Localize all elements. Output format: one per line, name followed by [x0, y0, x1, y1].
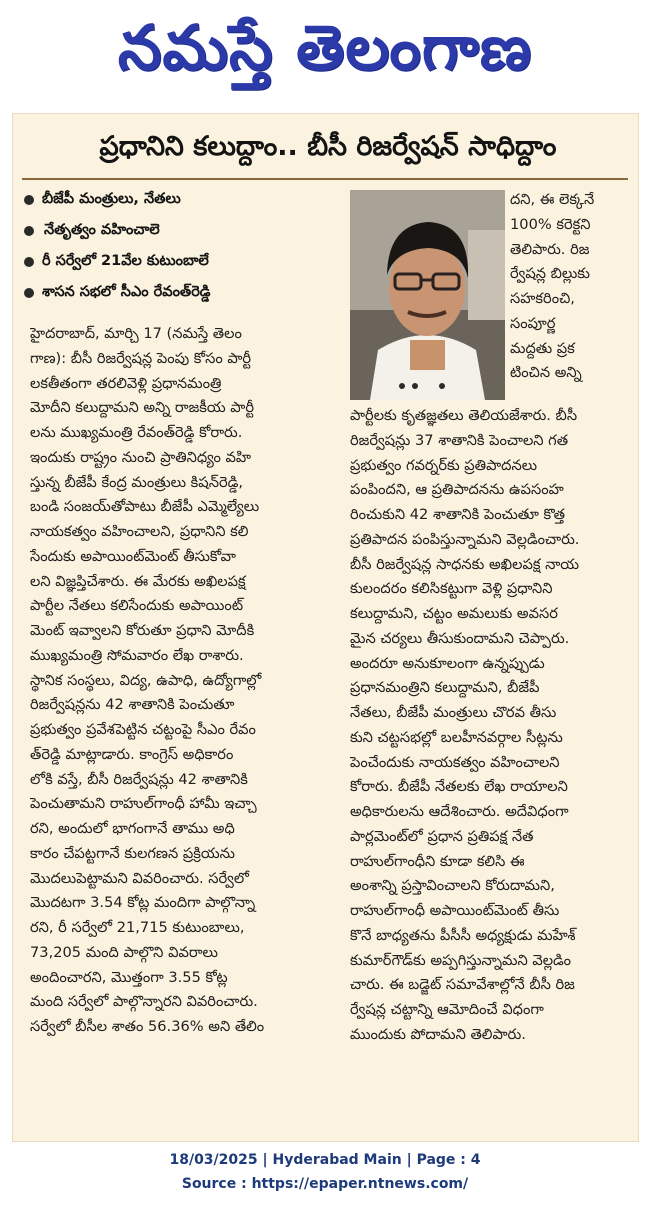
text-line: పెంచేందుకు నాయకత్వం వహించాలని: [350, 753, 560, 771]
chief-minister-photo: [350, 190, 505, 400]
text-line: 73,205 మంది పాల్గొని వివరాలు: [30, 943, 218, 961]
text-line: ముఖ్యమంత్రి సోమవారం లేఖ రాశారు.: [30, 646, 244, 664]
masthead: [0, 0, 650, 100]
edition-info: 18/03/2025 | Hyderabad Main | Page : 4: [169, 1152, 481, 1168]
text-line: రని, రీ సర్వేలో 21,715 కుటుంబాలు,: [30, 919, 245, 936]
bullet-item: బీజేపీ మంత్రులు, నేతలు: [22, 184, 342, 215]
highlight-bullets: [22, 184, 342, 308]
source-link[interactable]: Source : https://epaper.ntnews.com/: [181, 1176, 469, 1192]
text-line: హైదరాబాద్, మార్చి 17 (నమస్తే తెలం: [30, 325, 242, 342]
text-line: మోదీని కలుద్దామని అన్ని రాజకీయ పార్టీ: [30, 399, 254, 417]
text-line: మద్దతు ప్రక: [510, 339, 575, 357]
bullet-item: శాసన సభలో సీఎం రేవంత్‌రెడ్డి: [22, 277, 342, 308]
text-line: అందరూ అనుకూలంగా ఉన్నప్పుడు: [350, 654, 545, 672]
text-line: ప్రభుత్వం గవర్నర్‌కు ప్రతిపాదనలు: [350, 456, 538, 474]
text-line: ప్రధానమంత్రిని కలుద్దామని, బీజేపీ: [350, 679, 540, 697]
text-line: రించుకుని 42 శాతానికి పెంచుతూ కొత్త: [350, 506, 565, 523]
text-line: లను ముఖ్యమంత్రి రేవంత్‌రెడ్డి కోరారు.: [30, 424, 243, 441]
article-text-beside-photo: [510, 188, 628, 386]
text-line: మైన చర్యలు తీసుకుందామని చెప్పారు.: [350, 629, 570, 647]
text-line: పార్లమెంట్‌లో ప్రధాన ప్రతిపక్ష నేత: [350, 827, 534, 845]
text-line: రాహుల్‌గాంధీ అపాయింట్‌మెంట్ తీసు: [350, 902, 560, 919]
text-line: కలుద్దామని, చట్టం అమలుకు అవసర: [350, 605, 558, 622]
text-line: తెలిపారు. రిజ: [510, 240, 590, 258]
portrait-illustration: [350, 190, 505, 400]
text-line: అంశాన్ని ప్రస్తావించాలని కోరుదామని,: [350, 877, 555, 895]
article-body-right-column: [350, 404, 630, 1048]
text-line: స్థానిక సంస్థలు, విద్య, ఉపాధి, ఉద్యోగాల్లో: [30, 671, 262, 689]
text-line: త్‌రెడ్డి మాట్లాడారు. కాంగ్రెస్ అధికారం: [30, 745, 234, 763]
text-line: ముందుకు పోదామని తెలిపారు.: [350, 1025, 526, 1043]
text-line: 100% కరెక్టని: [510, 215, 591, 233]
text-line: మెంట్ ఇవ్వాలని కోరుతూ ప్రధాని మోదీకి: [30, 622, 255, 639]
bullet-item: రీ సర్వేలో 21వేల కుటుంబాలే: [22, 246, 342, 277]
headline-divider: [22, 178, 628, 180]
text-line: ప్రభుత్వం ప్రవేశపెట్టిన చట్టంపై సీఎం రేవం: [30, 721, 256, 738]
text-line: గాణ): బీసీ రిజర్వేషన్ల పెంపు కోసం పార్టీ: [30, 349, 252, 367]
text-line: కొనే బాధ్యతను పీసీసీ అధ్యక్షుడు మహేశ్: [350, 926, 576, 944]
text-line: సంపూర్ణ: [510, 314, 556, 332]
text-line: రాహుల్‌గాంధీని కూడా కలిసి ఈ: [350, 852, 525, 870]
text-line: పార్టీలకు కృతజ్ఞతలు తెలియజేశారు. బీసీ: [350, 407, 578, 424]
text-line: అధికారులను ఆదేశించారు. అదేవిధంగా: [350, 803, 569, 820]
text-line: లని విజ్ఞప్తిచేశారు. ఈ మేరకు అఖిలపక్ష: [30, 572, 246, 590]
text-line: ప్రతిపాదన పంపిస్తున్నామని వెల్లడించారు.: [350, 530, 580, 548]
text-line: ర్వేషన్ల బిల్లుకు: [510, 265, 590, 283]
text-line: పార్టీల నేతలు కలిసేందుకు అపాయింట్: [30, 597, 244, 615]
text-line: లోకి వస్తే, బీసీ రిజర్వేషన్లు 42 శాతానికి: [30, 770, 248, 788]
text-line: సర్వేలో బీసీల శాతం 56.36% అని తేలిం: [30, 1018, 265, 1035]
text-line: కారం చేపట్టగానే కులగణన ప్రక్రియను: [30, 844, 235, 862]
newspaper-logo: నమస్తే తెలంగాణ: [117, 11, 533, 84]
text-line: టించిన అన్ని: [510, 364, 582, 382]
article-headline: ప్రధానిని కలుద్దాం.. బీసీ రిజర్వేషన్ సాధిద్దాం: [99, 131, 557, 162]
text-line: కుమార్‌గౌడ్‌కు అప్పగిస్తున్నామని వెల్లడిం: [350, 951, 572, 969]
text-line: లకతీతంగా తరలివెళ్లి ప్రధానమంత్రి: [30, 374, 222, 392]
text-line: రిజర్వేషన్లు 37 శాతానికి పెంచాలని గత: [350, 431, 569, 449]
text-line: స్తున్న బీజేపీ కేంద్ర మంత్రులు కిషన్‌రెడ్డి,: [30, 473, 244, 491]
bullet-item-continued: నేతృత్వం వహించాలె: [22, 215, 342, 246]
article-body-left-column: [30, 322, 330, 1040]
text-line: ర్వేషన్ల చట్టాన్ని ఆమోదించే విధంగా: [350, 1001, 544, 1018]
text-line: చారు. ఈ బడ్జెట్ సమావేశాల్లోనే బీసీ రిజ: [350, 976, 575, 994]
text-line: బీసీ రిజర్వేషన్ల సాధనకు అఖిలపక్ష నాయ: [350, 555, 580, 573]
text-line: నాయకత్వం వహించాలని, ప్రధానిని కలి: [30, 523, 249, 540]
text-line: పంపిందని, ఆ ప్రతిపాదనను ఉపసంహ: [350, 481, 564, 499]
text-line: రిజర్వేషన్లను 42 శాతానికి పెంచుతూ: [30, 696, 235, 714]
text-line: కుని చట్టసభల్లో బలహీనవర్గాల సీట్లను: [350, 728, 563, 746]
text-line: మొదలుపెట్టామని వివరించారు. సర్వేలో: [30, 869, 249, 887]
text-line: కోరారు. బీజేపీ నేతలకు లేఖ రాయాలని: [350, 778, 568, 796]
text-line: మొదటగా 3.54 కోట్ల మందిగా పాల్గొన్నా: [30, 894, 256, 912]
text-line: పెంచుతామని రాహుల్‌గాంధీ హామీ ఇచ్చా: [30, 795, 257, 813]
text-line: సహకరించి,: [510, 290, 575, 307]
text-line: అందించారని, మొత్తంగా 3.55 కోట్ల: [30, 968, 228, 986]
text-line: మంది సర్వేలో పాల్గొన్నారని వివరించారు.: [30, 993, 258, 1011]
text-line: దని, ఈ లెక్కనే: [510, 191, 595, 208]
text-line: సేందుకు అపాయింట్‌మెంట్ తీసుకోవా: [30, 547, 236, 565]
text-line: బండి సంజయ్‌తోపాటు బీజేపీ ఎమ్మెల్యేలు: [30, 498, 260, 516]
text-line: నేతలు, బీజేపీ మంత్రులు చొరవ తీసు: [350, 704, 557, 721]
text-line: కులందరం కలిసికట్టుగా వెళ్లి ప్రధానిని: [350, 580, 553, 598]
text-line: రని, అందులో భాగంగానే తాము అధి: [30, 820, 235, 837]
text-line: ఇందుకు రాష్ట్రం నుంచి ప్రాతినిధ్యం వహి: [30, 448, 251, 466]
